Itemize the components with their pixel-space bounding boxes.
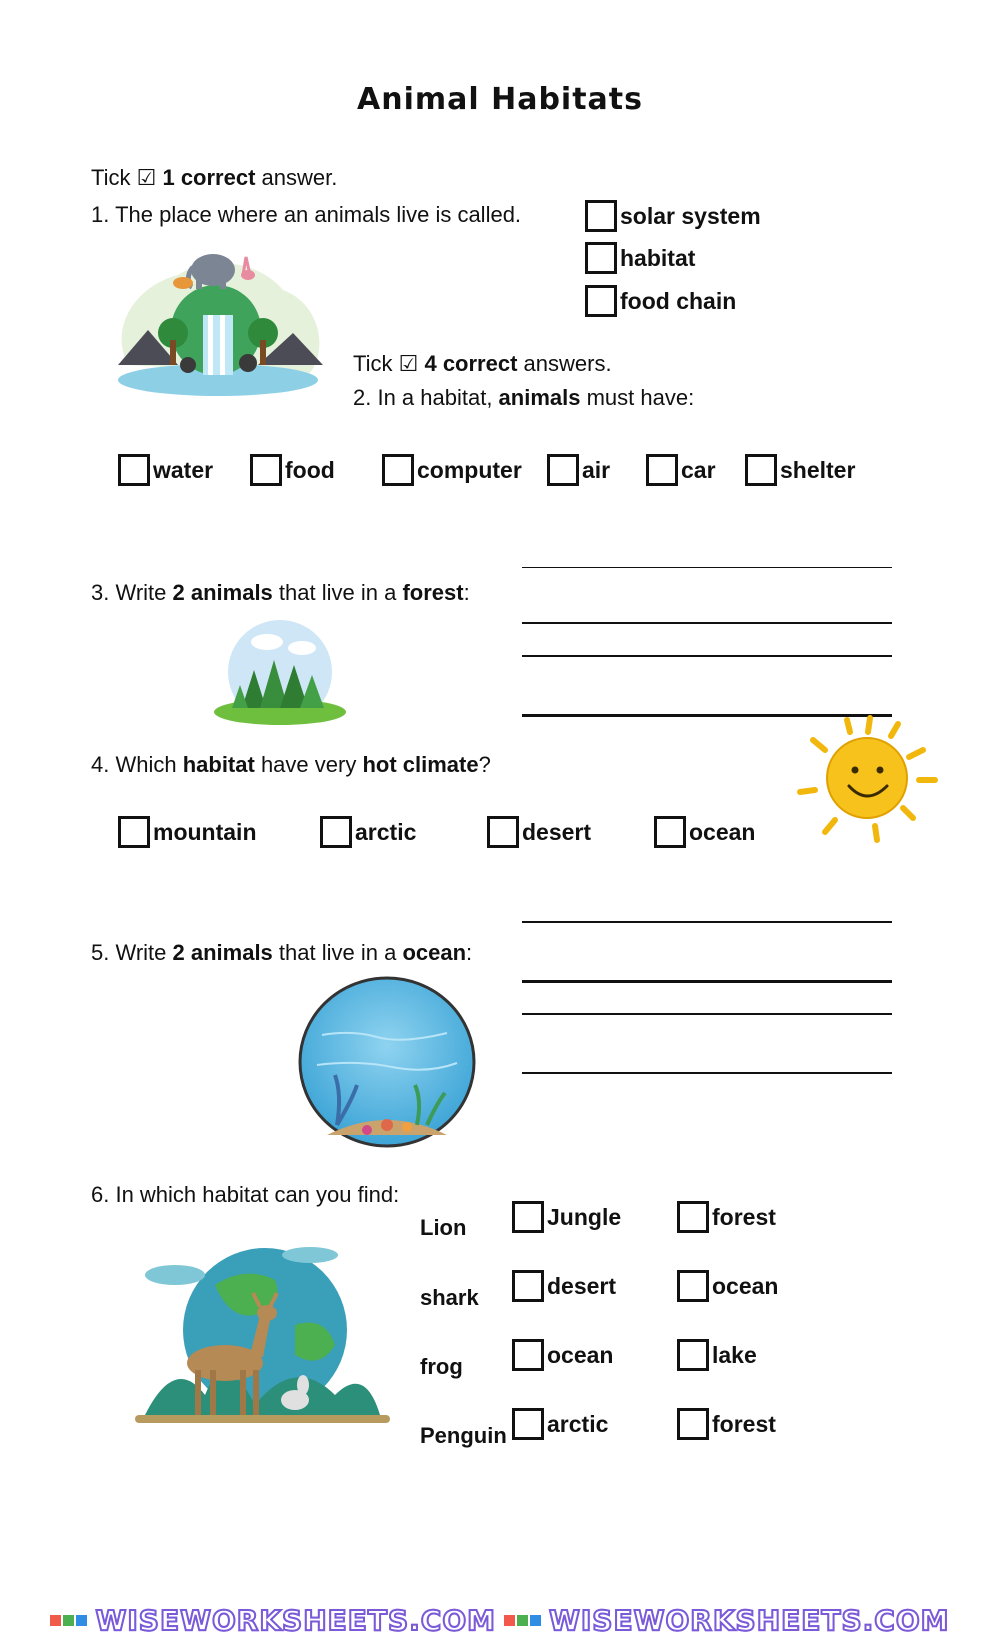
option-label: water: [153, 456, 214, 483]
q1-instruction-pre: Tick ☑: [91, 165, 163, 190]
q6-animal-penguin: Penguin: [420, 1423, 507, 1448]
option-label: lake: [712, 1341, 757, 1368]
q6-frog-option-a[interactable]: [512, 1339, 613, 1371]
q5-answer-line-3[interactable]: [522, 1013, 892, 1015]
option-label: desert: [547, 1272, 617, 1299]
q4-text-1: 4. Which: [91, 752, 183, 777]
option-label: Jungle: [547, 1203, 622, 1230]
q6-frog-option-b[interactable]: [677, 1339, 757, 1371]
q4-option-arctic[interactable]: [320, 816, 416, 848]
q3-answer-line-3[interactable]: [522, 655, 892, 657]
footer-watermark: [0, 1598, 1000, 1643]
q2-instruction-pre: Tick ☑: [353, 351, 425, 376]
checkbox[interactable]: [646, 454, 678, 486]
checkbox[interactable]: [745, 454, 777, 486]
q2-option-car[interactable]: [646, 454, 716, 486]
q1-option-habitat[interactable]: [585, 242, 695, 274]
q2-instruction-bold: 4 correct: [424, 351, 518, 376]
q3-text-2: that live in a: [272, 580, 403, 605]
q2-option-food[interactable]: [250, 454, 335, 486]
q2-question-bold: animals: [498, 385, 581, 410]
q2-instruction-post: answers.: [517, 351, 612, 376]
q5-text-3: :: [466, 940, 473, 965]
q2-option-air[interactable]: [547, 454, 610, 486]
q5-question: [91, 940, 472, 966]
option-label: solar system: [620, 202, 761, 229]
checkbox[interactable]: [677, 1201, 709, 1233]
option-label: shelter: [780, 456, 856, 483]
option-label: habitat: [620, 244, 696, 271]
option-label: food: [285, 456, 335, 483]
checkbox[interactable]: [677, 1270, 709, 1302]
q6-penguin-option-b[interactable]: [677, 1408, 776, 1440]
q5-bold-1: 2 animals: [172, 940, 273, 965]
page-title: Animal Habitats: [357, 82, 643, 117]
q6-animal-lion: Lion: [420, 1215, 467, 1240]
q4-question: [91, 752, 491, 778]
q2-option-water[interactable]: [118, 454, 213, 486]
checkbox[interactable]: [654, 816, 686, 848]
wiseworksheets-logo-icon: [504, 1615, 541, 1626]
checkbox[interactable]: [547, 454, 579, 486]
checkbox[interactable]: [585, 200, 617, 232]
q5-answer-line-2[interactable]: [522, 980, 892, 983]
q6-lion-option-a[interactable]: [512, 1201, 621, 1233]
wiseworksheets-logo-icon: [50, 1615, 87, 1626]
option-label: forest: [712, 1410, 776, 1437]
checkbox[interactable]: [512, 1270, 544, 1302]
q5-answer-line-1[interactable]: [522, 921, 892, 923]
q4-bold-1: habitat: [182, 752, 255, 777]
checkbox[interactable]: [320, 816, 352, 848]
checkbox[interactable]: [118, 454, 150, 486]
q6-penguin-option-a[interactable]: [512, 1408, 608, 1440]
q6-lion-option-b[interactable]: [677, 1201, 776, 1233]
q1-option-solar-system[interactable]: [585, 200, 761, 232]
option-label: car: [681, 456, 716, 483]
earth-deer-illustration: [135, 1245, 390, 1430]
q3-text-1: 3. Write: [91, 580, 173, 605]
forest-illustration: [212, 620, 347, 728]
checkbox[interactable]: [487, 816, 519, 848]
option-label: forest: [712, 1203, 776, 1230]
q2-question-pre: 2. In a habitat,: [353, 385, 499, 410]
checkbox[interactable]: [512, 1201, 544, 1233]
checkbox[interactable]: [512, 1339, 544, 1371]
q4-text-3: ?: [478, 752, 491, 777]
q3-question: [91, 580, 470, 606]
q6-question: 6. In which habitat can you find:: [91, 1182, 400, 1207]
q4-text-2: have very: [254, 752, 363, 777]
q6-shark-option-b[interactable]: [677, 1270, 778, 1302]
q3-answer-line-1[interactable]: [522, 567, 892, 568]
option-label: desert: [522, 818, 592, 845]
option-label: ocean: [689, 818, 756, 845]
option-label: mountain: [153, 818, 257, 845]
checkbox[interactable]: [677, 1339, 709, 1371]
q1-instruction: [91, 165, 337, 191]
q6-shark-option-a[interactable]: [512, 1270, 616, 1302]
q2-instruction: [353, 351, 612, 377]
ocean-illustration: [297, 975, 477, 1150]
option-label: air: [582, 456, 611, 483]
checkbox[interactable]: [585, 242, 617, 274]
footer-brand[interactable]: WISEWORKSHEETS.COM: [549, 1604, 950, 1637]
q5-text-2: that live in a: [272, 940, 403, 965]
q5-answer-line-4[interactable]: [522, 1072, 892, 1074]
option-label: ocean: [712, 1272, 779, 1299]
q2-option-computer[interactable]: [382, 454, 522, 486]
option-label: computer: [417, 456, 522, 483]
q6-animal-shark: shark: [420, 1285, 479, 1310]
q2-question: [353, 385, 694, 411]
q1-question: 1. The place where an animals live is called.: [91, 202, 522, 227]
q5-text-1: 5. Write: [91, 940, 173, 965]
checkbox[interactable]: [118, 816, 150, 848]
q3-text-3: :: [463, 580, 470, 605]
q2-option-shelter[interactable]: [745, 454, 855, 486]
waterfall-habitat-illustration: [108, 245, 333, 405]
q3-bold-2: forest: [402, 580, 464, 605]
q4-option-desert[interactable]: [487, 816, 591, 848]
q1-option-food-chain[interactable]: [585, 285, 736, 317]
checkbox[interactable]: [585, 285, 617, 317]
q4-option-mountain[interactable]: [118, 816, 257, 848]
q5-bold-2: ocean: [402, 940, 467, 965]
checkbox[interactable]: [677, 1408, 709, 1440]
footer-brand[interactable]: WISEWORKSHEETS.COM: [95, 1604, 496, 1637]
option-label: arctic: [547, 1410, 609, 1437]
q1-instruction-bold: 1 correct: [162, 165, 256, 190]
checkbox[interactable]: [382, 454, 414, 486]
q3-bold-1: 2 animals: [172, 580, 273, 605]
q2-question-post: must have:: [580, 385, 695, 410]
option-label: arctic: [355, 818, 417, 845]
sun-icon: [795, 710, 945, 850]
q6-animal-frog: frog: [420, 1354, 463, 1379]
q4-bold-2: hot climate: [362, 752, 479, 777]
checkbox[interactable]: [250, 454, 282, 486]
q1-instruction-post: answer.: [255, 165, 338, 190]
option-label: ocean: [547, 1341, 614, 1368]
q4-option-ocean[interactable]: [654, 816, 755, 848]
option-label: food chain: [620, 287, 737, 314]
q3-answer-line-2[interactable]: [522, 622, 892, 624]
checkbox[interactable]: [512, 1408, 544, 1440]
